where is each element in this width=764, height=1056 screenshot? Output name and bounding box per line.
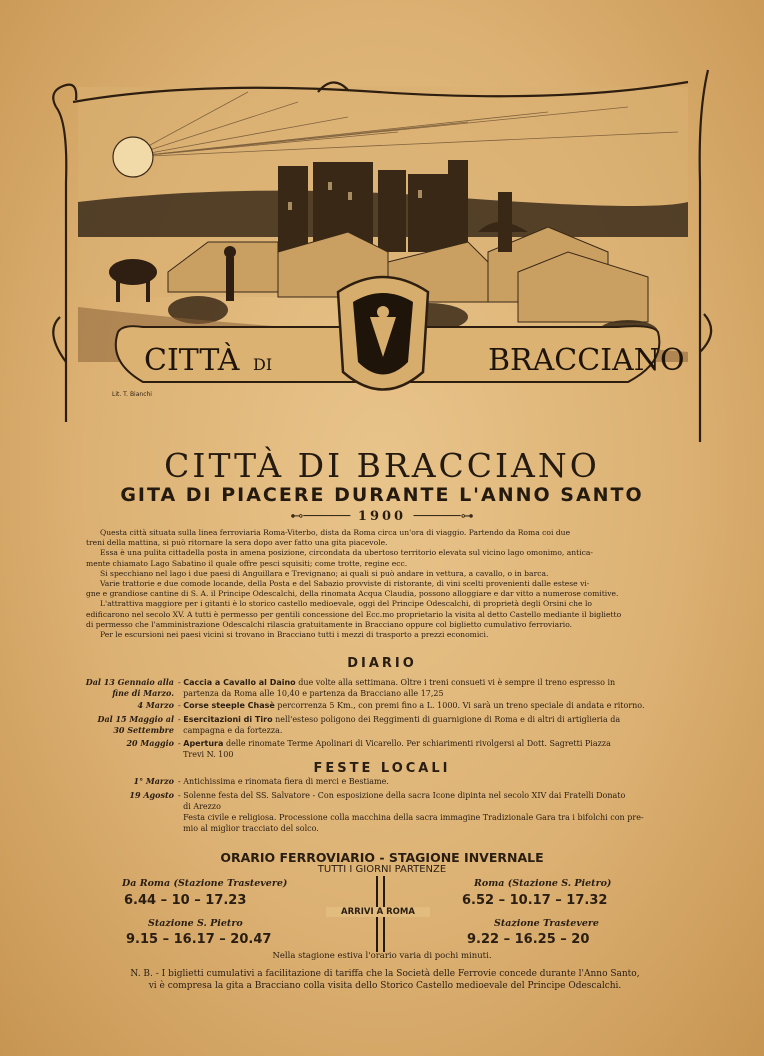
schedule-heading: ORARIO FERROVIARIO - STAGIONE INVERNALE [220,850,544,865]
intro-line: di permesso che l'amministrazione Odescalchi rilascia gratuitamente in Bracciano oppure col biglietto cumulativo ferroviario. [86,619,573,629]
nota-bene-line: N. B. - I biglietti cumulativi a facilitazione di tariffa che la Società delle Ferrovie concede durante l'Anno Santo, [130,969,640,979]
poster-page: CITTÀ DI BRACCIANO Lit. T. Bianchi CITTÀ DI BRACCIANO GITA DI PIACERE DURANTE L'ANNO SANTO ⊷────── 1900 ──────⊶ Questa città situata sulla linea ferroviaria Roma-Viterbo, dista da Roma circa un'ora di viaggio. Partendo da Roma coi due treni della mattina, si può ritornare la sera dopo aver fatto una gita piacevole. Essa è una pulita cittadella posta in amena posizione, circondata da ubertoso territorio elevata sul vicino lago omonimo, antica- mente chiamato Lago Sabatino il quale offre pesci squisiti; come trotte, regine ecc. Si specchiano nel lago i due paesi di Anguillara e Trevignano; ai quali si può andare in vettura, a cavallo, o in barca. Varie trattorie e due comode locande, della Posta e del Sabazio provviste di ristorante, di vini scelti provenienti dalle estese vi- gne e grandiose cantine di S. A. il Principe Odescalchi, della rinomata Acqua Claudia, possono alloggiare e dar vitto a numerose comitive. L'attrattiva maggiore per i gitanti è lo storico castello medioevale, oggi del Principe Odescalchi, di proprietà degli Orsini che lo edificarono nel secolo XV. A tutti è permesso per gentili concessione del Ecc.mo proprietario la visita al detto Castello mediante il biglietto di permesso che l'amministrazione Odescalchi rilascia gratuitamente in Bracciano oppure col biglietto cumulativo ferroviario. Per le escursioni nei paesi vicini si trovano in Bracciano tutti i mezzi di trasporto a prezzi economici. DIARIO Dal 13 Gennaio alla fine di Marzo. - Caccia a Cavallo al Daino due volte alla settimana. Oltre i treni consueti vi è sempre il treno espresso in partenza da Roma alle 10,40 e partenza da Bracciano alle 17,25 4 Marzo - Corse steeple Chasè percorrenza 5 Km., con premi fino a L. 1000. Vi sarà un treno speciale di andata e ritorno. Dal 15 Maggio al 30 Settembre - Esercitazioni di Tiro nell'esteso poligono dei Reggimenti di guarnigione di Roma e di altri di artiglieria da campagna e da fortezza. 20 Maggio - Apertura delle rinomate Terme Apolinari di Vicarello. Per schiarimenti rivolgersi al Dott. Sagretti Piazza Trevi N. 100 FESTE LOCALI 1° Marzo - Antichissima e rinomata fiera di merci e Bestiame. 19 Agosto - Solenne festa del SS. Salvatore - Con esposizione della sacra Icone dipinta nel secolo XIV dai Fratelli Donato di Arezzo Festa civile e religiosa. Processione colla macchina della sacra immagine Tradizionale Gara tra i bifolchi con pre- mio al miglior tracciato del solco. ORARIO FERROVIARIO - STAGIONE INVERNALE TUTTI I GIORNI PARTENZE Da Roma (Stazione Trastevere) 6.44 – 10 – 17.23 Stazione S. Pietro 9.15 – 16.17 – 20.47 ARRIVI A ROMA Roma (Stazione S. Pietro) 6.52 – 10.17 – 17.32 Stazione Trastevere 9.22 – 16.25 – 20 Nella stagione estiva l'orario varia di pochi minuti. N. B. - I biglietti cumulativi a facilitazione di tariffa che la Società delle Ferrovie concede durante l'Anno Santo, vi è compresa la gita a Bracciano colla visita dello Storico Castello medioevale del Principe Odescalchi. [0,0,764,1056]
feste-heading: FESTE LOCALI [313,761,451,776]
entry-text: di Arezzo [183,802,221,811]
intro-line: Si specchiano nel lago i due paesi di Anguillara e Trevignano; ai quali si può andare in vettura, a cavallo, o in barca. [100,568,549,578]
entry-text: due volte alla settimana. Oltre i treni consueti vi è sempre il treno espresso in [295,678,616,687]
ornament-left-icon: ⊷────── [290,509,351,524]
entry-title: Esercitazioni di Tiro [183,715,273,724]
arrival-times: 9.15 – 16.17 – 20.47 [126,932,272,947]
entry-date: 19 Agosto [129,790,174,800]
year: 1900 [357,509,407,524]
entry-text: campagna e da fortezza. [183,726,283,735]
station-label: Roma (Stazione S. Pietro) [474,878,612,889]
entry-title: Apertura [183,739,224,748]
entry-date: fine di Marzo. [112,688,174,698]
banner-citta: CITTÀ [144,343,240,378]
intro-text [86,528,706,640]
entry-text: Festa civile e religiosa. Processione colla macchina della sacra immagine Tradizionale Gara tra i bifolchi con pre- [183,813,644,822]
entry-date: 1° Marzo [133,776,174,786]
nota-bene-line: vi è compresa la gita a Bracciano colla visita dello Storico Castello medioevale del Principe Odescalchi. [148,981,622,991]
station-label: Stazione S. Pietro [148,918,243,929]
coat-of-arms-icon [338,277,428,390]
entry-text: Antichissima e rinomata fiera di merci e Bestiame. [183,777,389,786]
summer-note: Nella stagione estiva l'orario varia di pochi minuti. [272,951,492,961]
intro-line: Questa città situata sulla linea ferroviaria Roma-Viterbo, dista da Roma circa un'ora di viaggio. Partendo da Roma coi due [100,528,571,537]
page-subtitle: GITA DI PIACERE DURANTE L'ANNO SANTO [120,484,644,506]
departure-times: 6.52 – 10.17 – 17.32 [462,893,608,908]
entry-date: 4 Marzo [137,700,174,710]
castle-engraving-illustration [48,62,716,446]
banner-di: DI [253,355,273,374]
entry-text: partenza da Roma alle 10,40 e partenza da Bracciano alle 17,25 [183,689,444,698]
departure-times: 6.44 – 10 – 17.23 [124,893,247,908]
lithographer-signature: Lit. T. Bianchi [112,391,152,398]
ornament-right-icon: ──────⊶ [413,509,474,524]
intro-line: treni della mattina, si può ritornare la sera dopo aver fatto una gita piacevole. [86,538,388,548]
intro-line: L'attrattiva maggiore per i gitanti è lo storico castello medioevale, oggi del Principe Odescalchi, di proprietà degli Orsini che lo [100,599,592,609]
entry-text: Trevi N. 100 [183,750,234,759]
intro-line: edificarono nel secolo XV. A tutti è permesso per gentili concessione del Ecc.mo proprietario la visita al detto Castello mediante il biglietto [86,609,622,619]
entry-title: Corse steeple Chasè [183,701,275,710]
schedule-subheading: TUTTI I GIORNI PARTENZE [317,864,447,875]
entry-date: Dal 13 Gennaio alla [85,677,174,687]
entry-text: percorrenza 5 Km., con premi fino a L. 1000. Vi sarà un treno speciale di andata e ritorno. [274,701,645,710]
intro-line: mente chiamato Lago Sabatino il quale offre pesci squisiti; come trotte, regine ecc. [86,558,408,568]
year-line [0,509,764,524]
entry-date: 30 Settembre [113,725,174,735]
banner-bracciano: BRACCIANO [488,343,685,378]
arrivi-label: ARRIVI A ROMA [326,907,430,917]
intro-line: Per le escursioni nei paesi vicini si trovano in Bracciano tutti i mezzi di trasporto a prezzi economici. [100,630,489,640]
entry-text: nell'esteso poligono dei Reggimenti di guarnigione di Roma e di altri di artiglieria da [272,715,621,724]
diario-heading: DIARIO [347,656,417,671]
station-label: Stazione Trastevere [494,918,599,929]
entry-text: mio al miglior tracciato del solco. [183,824,319,833]
sun-icon [113,137,153,177]
nota-bene [40,968,730,992]
arrival-times: 9.22 – 16.25 – 20 [467,932,590,947]
entry-text: Solenne festa del SS. Salvatore - Con esposizione della sacra Icone dipinta nel secolo XIV dai Fratelli Donato [183,791,626,800]
entry-title: Caccia a Cavallo al Daino [183,678,296,687]
entry-date: 20 Maggio [126,738,174,748]
station-label: Da Roma (Stazione Trastevere) [122,878,288,889]
entry-text: delle rinomate Terme Apolinari di Vicarello. Per schiarimenti rivolgersi al Dott. Sagretti Piazza [223,739,611,748]
intro-line: Essa è una pulita cittadella posta in amena posizione, circondata da ubertoso territorio elevata sul vicino lago omonimo, antica- [100,548,593,558]
page-title: CITTÀ DI BRACCIANO [164,446,600,485]
intro-line: gne e grandiose cantine di S. A. il Principe Odescalchi, della rinomata Acqua Claudia, possono alloggiare e dar vitto a numerose comitive. [86,589,619,599]
intro-line: Varie trattorie e due comode locande, della Posta e del Sabazio provviste di ristorante, di vini scelti provenienti dalle estese vi- [100,579,590,589]
entry-date: Dal 15 Maggio al [97,714,174,724]
